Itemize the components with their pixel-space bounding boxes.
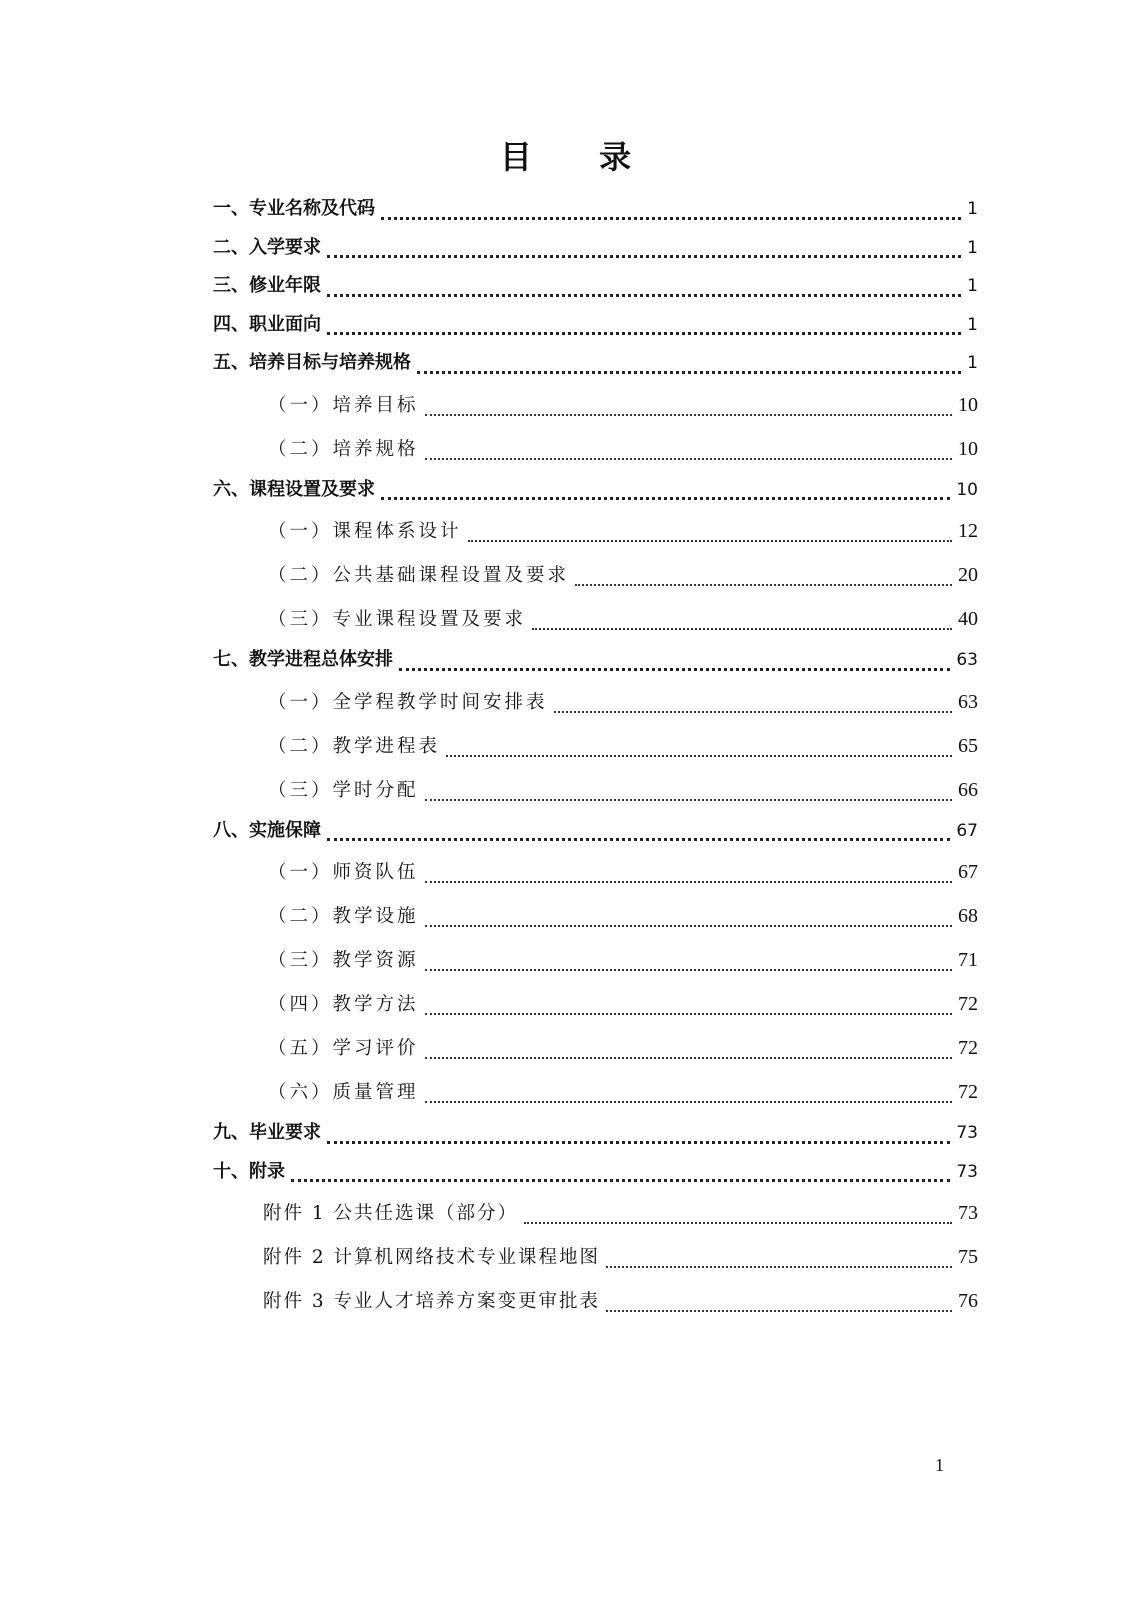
toc-subsection-entry[interactable] bbox=[213, 982, 978, 1026]
toc-dot-leader bbox=[425, 414, 952, 416]
toc-dot-leader bbox=[327, 332, 961, 335]
toc-subsection-entry[interactable] bbox=[213, 1070, 978, 1114]
toc-subsection-entry[interactable] bbox=[213, 1026, 978, 1070]
toc-section-entry[interactable] bbox=[213, 812, 978, 851]
toc-page-number: 10 bbox=[956, 479, 978, 500]
toc-page-number: 1 bbox=[967, 314, 978, 335]
toc-dot-leader bbox=[575, 584, 952, 586]
toc-dot-leader bbox=[425, 1057, 952, 1059]
toc-entry-label: （三）教学资源 bbox=[268, 950, 419, 971]
toc-entry-label: 十、附录 bbox=[213, 1160, 285, 1182]
toc-entry-label: 五、培养目标与培养规格 bbox=[213, 352, 411, 373]
toc-entry-label: （二）教学进程表 bbox=[268, 735, 441, 757]
toc-page-number: 10 bbox=[958, 437, 978, 460]
toc-page-number: 72 bbox=[958, 1037, 978, 1059]
toc-page-number: 73 bbox=[958, 1202, 978, 1224]
toc-page-number: 73 bbox=[956, 1123, 978, 1143]
toc-entry-label: 附件 1 公共任选课（部分） bbox=[263, 1203, 519, 1224]
toc-dot-leader bbox=[425, 458, 952, 460]
toc-section-entry[interactable] bbox=[213, 229, 978, 268]
toc-page-number: 72 bbox=[958, 993, 978, 1015]
toc-dot-leader bbox=[606, 1266, 952, 1268]
toc-dot-leader bbox=[381, 217, 961, 220]
toc-section-entry[interactable] bbox=[213, 641, 978, 680]
toc-page-number: 1 bbox=[967, 353, 978, 373]
toc-dot-leader bbox=[425, 1101, 952, 1103]
toc-dot-leader bbox=[425, 969, 952, 971]
toc-entry-label: 四、职业面向 bbox=[213, 313, 321, 335]
toc-page-number: 10 bbox=[958, 393, 978, 416]
toc-entry-label: （四）教学方法 bbox=[268, 994, 419, 1015]
toc-entry-label: （一）全学程教学时间安排表 bbox=[268, 691, 548, 713]
toc-page-number: 67 bbox=[956, 820, 978, 841]
toc-section-entry[interactable] bbox=[213, 1114, 978, 1153]
toc-subsection-entry[interactable] bbox=[213, 509, 978, 553]
toc-page-number: 76 bbox=[958, 1290, 978, 1312]
toc-subsection-entry[interactable] bbox=[213, 938, 978, 982]
toc-page-number: 63 bbox=[958, 690, 978, 713]
toc-dot-leader bbox=[417, 371, 961, 374]
toc-dot-leader bbox=[425, 1013, 952, 1015]
toc-dot-leader bbox=[327, 294, 961, 297]
toc-page-number: 68 bbox=[958, 905, 978, 927]
toc-entry-label: 六、课程设置及要求 bbox=[213, 478, 375, 500]
toc-subsection-entry[interactable] bbox=[213, 680, 978, 724]
toc-subsection-entry[interactable] bbox=[213, 724, 978, 768]
toc-entry-label: 附件 3 专业人才培养方案变更审批表 bbox=[263, 1291, 601, 1312]
toc-entry-label: （二）培养规格 bbox=[268, 438, 419, 460]
toc-page-number: 40 bbox=[958, 608, 978, 630]
page-title: 目 录 bbox=[499, 138, 660, 176]
toc-subsection-entry[interactable] bbox=[213, 894, 978, 938]
toc-section-entry[interactable] bbox=[213, 190, 978, 229]
toc-appendix-entry[interactable] bbox=[213, 1279, 978, 1323]
toc-dot-leader bbox=[524, 1222, 952, 1224]
footer-page-number: 1 bbox=[935, 1455, 944, 1475]
toc-dot-leader bbox=[425, 799, 952, 801]
toc-section-entry[interactable] bbox=[213, 1153, 978, 1192]
toc-entry-label: 七、教学进程总体安排 bbox=[213, 649, 393, 670]
toc-subsection-entry[interactable] bbox=[213, 427, 978, 471]
toc-dot-leader bbox=[425, 925, 952, 927]
toc-entry-label: （三）专业课程设置及要求 bbox=[268, 609, 527, 630]
toc-entry-label: 三、修业年限 bbox=[213, 275, 321, 296]
table-of-contents bbox=[213, 190, 978, 1323]
toc-entry-label: （六）质量管理 bbox=[268, 1082, 419, 1103]
toc-page-number: 1 bbox=[967, 276, 978, 296]
toc-entry-label: 附件 2 计算机网络技术专业课程地图 bbox=[263, 1247, 601, 1268]
toc-page-number: 20 bbox=[958, 564, 978, 586]
toc-entry-label: （二）公共基础课程设置及要求 bbox=[268, 565, 570, 586]
toc-entry-label: （一）培养目标 bbox=[268, 394, 419, 416]
toc-appendix-entry[interactable] bbox=[213, 1235, 978, 1279]
toc-dot-leader bbox=[468, 540, 952, 542]
toc-subsection-entry[interactable] bbox=[213, 383, 978, 427]
toc-subsection-entry[interactable] bbox=[213, 553, 978, 597]
toc-page-number: 73 bbox=[956, 1161, 978, 1182]
toc-entry-label: （一）师资队伍 bbox=[268, 862, 419, 883]
toc-page-number: 72 bbox=[958, 1081, 978, 1103]
toc-page-number: 1 bbox=[967, 237, 978, 258]
toc-dot-leader bbox=[327, 838, 950, 841]
toc-page-number: 65 bbox=[958, 734, 978, 757]
toc-entry-label: 一、专业名称及代码 bbox=[213, 198, 375, 219]
toc-subsection-entry[interactable] bbox=[213, 850, 978, 894]
toc-section-entry[interactable] bbox=[213, 306, 978, 345]
toc-page-number: 67 bbox=[958, 861, 978, 883]
toc-dot-leader bbox=[327, 255, 961, 258]
toc-section-entry[interactable] bbox=[213, 471, 978, 510]
toc-dot-leader bbox=[532, 628, 952, 630]
toc-dot-leader bbox=[425, 881, 952, 883]
toc-page-number: 63 bbox=[956, 650, 978, 670]
toc-dot-leader bbox=[446, 755, 952, 757]
toc-dot-leader bbox=[327, 1141, 950, 1144]
toc-page-number: 71 bbox=[958, 949, 978, 971]
toc-dot-leader bbox=[381, 497, 950, 500]
toc-entry-label: 二、入学要求 bbox=[213, 236, 321, 258]
toc-entry-label: （五）学习评价 bbox=[268, 1038, 419, 1059]
toc-section-entry[interactable] bbox=[213, 267, 978, 306]
toc-entry-label: 八、实施保障 bbox=[213, 819, 321, 841]
toc-entry-label: 九、毕业要求 bbox=[213, 1122, 321, 1143]
toc-dot-leader bbox=[291, 1179, 950, 1182]
toc-entry-label: （一）课程体系设计 bbox=[268, 521, 462, 542]
toc-entry-label: （三）学时分配 bbox=[268, 779, 419, 801]
toc-dot-leader bbox=[399, 668, 950, 671]
toc-entry-label: （二）教学设施 bbox=[268, 906, 419, 927]
toc-dot-leader bbox=[554, 711, 952, 713]
toc-section-entry[interactable] bbox=[213, 344, 978, 383]
toc-subsection-entry[interactable] bbox=[213, 768, 978, 812]
toc-dot-leader bbox=[606, 1310, 952, 1312]
toc-page-number: 12 bbox=[958, 520, 978, 542]
toc-page-number: 1 bbox=[967, 199, 978, 219]
toc-page-number: 66 bbox=[958, 778, 978, 801]
toc-subsection-entry[interactable] bbox=[213, 597, 978, 641]
toc-page-number: 75 bbox=[958, 1246, 978, 1268]
toc-appendix-entry[interactable] bbox=[213, 1191, 978, 1235]
